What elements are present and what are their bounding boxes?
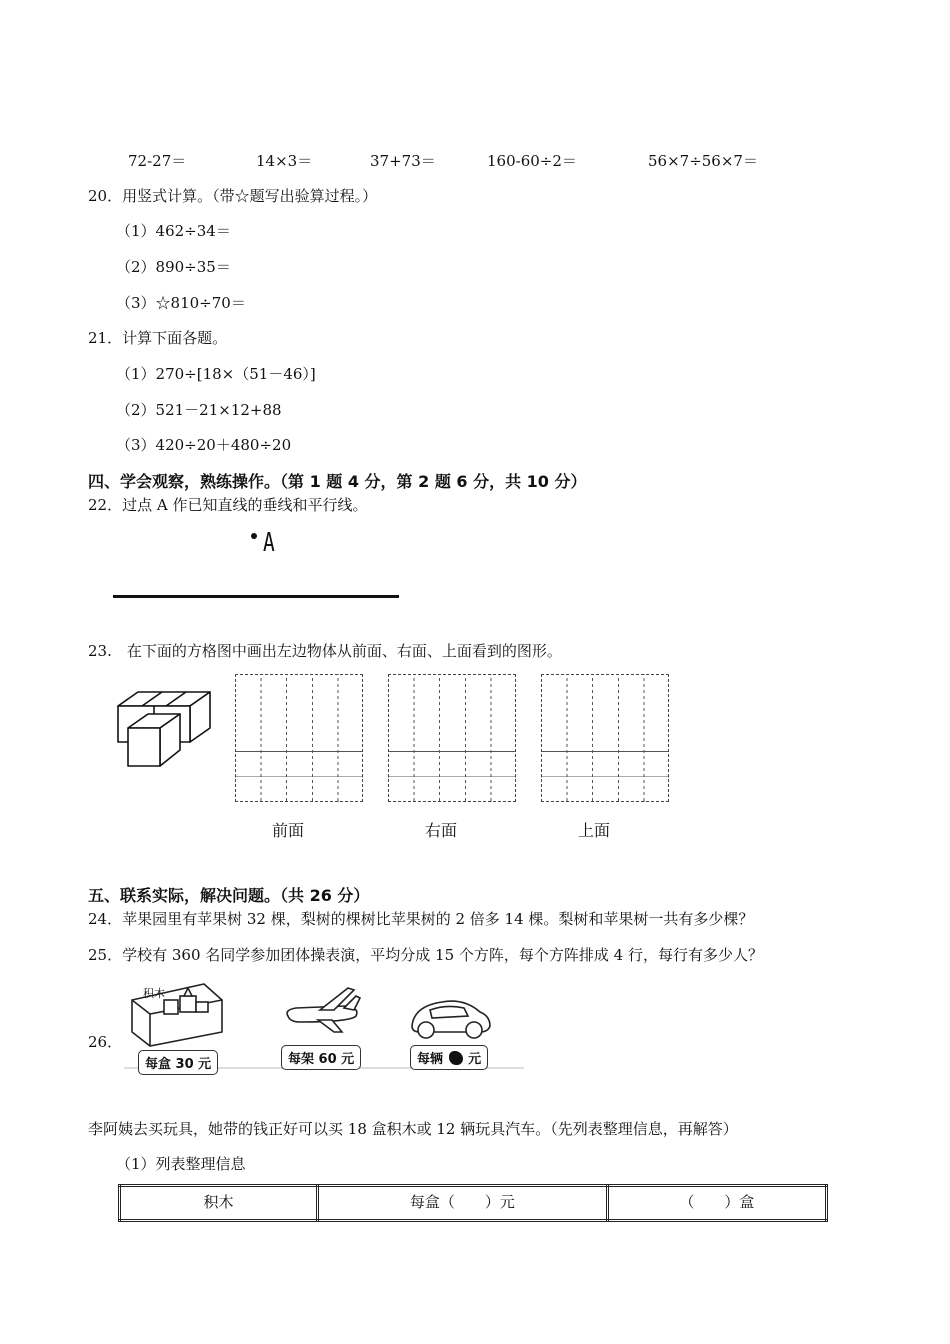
price-tag-car xyxy=(410,1045,488,1070)
price-tag-plane: 每架 60 元 xyxy=(281,1045,361,1070)
blocks-box-label: 积木 xyxy=(143,987,165,1000)
q22-text: 22．过点 A 作已知直线的垂线和平行线。 xyxy=(88,496,368,514)
expr-5: 56×7÷56×7＝ xyxy=(648,152,758,170)
info-table xyxy=(118,1184,828,1222)
table-cell-item: 积木 xyxy=(120,1186,318,1221)
q21-title: 21．计算下面各题。 xyxy=(88,329,228,347)
grid-right[interactable] xyxy=(388,674,516,802)
q20-item-1: （1）462÷34＝ xyxy=(116,222,231,240)
q21-item-2: （2）521－21×12+88 xyxy=(116,401,282,419)
expr-2: 14×3＝ xyxy=(256,152,313,170)
price-tag-car-suffix: 元 xyxy=(468,1052,482,1067)
q26-sub1: （1）列表整理信息 xyxy=(116,1155,246,1173)
grid-front[interactable] xyxy=(235,674,363,802)
price-tag-blocks: 每盒 30 元 xyxy=(138,1050,218,1075)
section4-heading: 四、学会观察，熟练操作。（第 1 题 4 分，第 2 题 6 分，共 10 分） xyxy=(88,472,587,491)
expr-3: 37+73＝ xyxy=(370,152,436,170)
grid-label-top: 上面 xyxy=(578,821,611,840)
q25-text: 25．学校有 360 名同学参加团体操表演，平均分成 15 个方阵，每个方阵排成 4 行，每行有多少人？ xyxy=(88,946,763,964)
expr-4: 160-60÷2＝ xyxy=(487,152,577,170)
q26-number: 26． xyxy=(88,1033,123,1051)
point-a-dot xyxy=(251,533,257,539)
q26-text: 李阿姨去买玩具，她带的钱正好可以买 18 盒积木或 12 辆玩具汽车。（先列表整理信息，再解答） xyxy=(88,1120,738,1138)
q20-item-3: （3）☆810÷70＝ xyxy=(116,294,246,312)
q20-item-2: （2）890÷35＝ xyxy=(116,258,231,276)
expr-1: 72-27＝ xyxy=(128,152,187,170)
grid-top[interactable] xyxy=(541,674,669,802)
table-cell-price[interactable]: 每盒（ ）元 xyxy=(317,1186,607,1221)
cube-object-figure xyxy=(112,688,216,772)
ink-blot-icon xyxy=(449,1051,463,1065)
q21-item-1: （1）270÷[18×（51－46）] xyxy=(116,365,316,383)
q24-text: 24．苹果园里有苹果树 32 棵，梨树的棵树比苹果树的 2 倍多 14 棵。梨树和苹果树一共有多少棵？ xyxy=(88,910,754,928)
point-a-label: A xyxy=(263,528,275,558)
grid-label-right: 右面 xyxy=(425,821,458,840)
q20-title: 20．用竖式计算。（带☆题写出验算过程。） xyxy=(88,187,378,205)
section5-heading: 五、联系实际，解决问题。（共 26 分） xyxy=(88,886,370,905)
price-tag-car-prefix: 每辆 xyxy=(417,1052,444,1067)
q21-item-3: （3）420÷20＋480÷20 xyxy=(116,436,292,454)
q23-text: 23. 在下面的方格图中画出左边物体从前面、右面、上面看到的图形。 xyxy=(88,642,562,660)
given-line xyxy=(113,595,399,598)
table-cell-count[interactable]: （ ）盒 xyxy=(607,1186,826,1221)
grid-label-front: 前面 xyxy=(272,821,305,840)
table-row xyxy=(120,1186,827,1221)
